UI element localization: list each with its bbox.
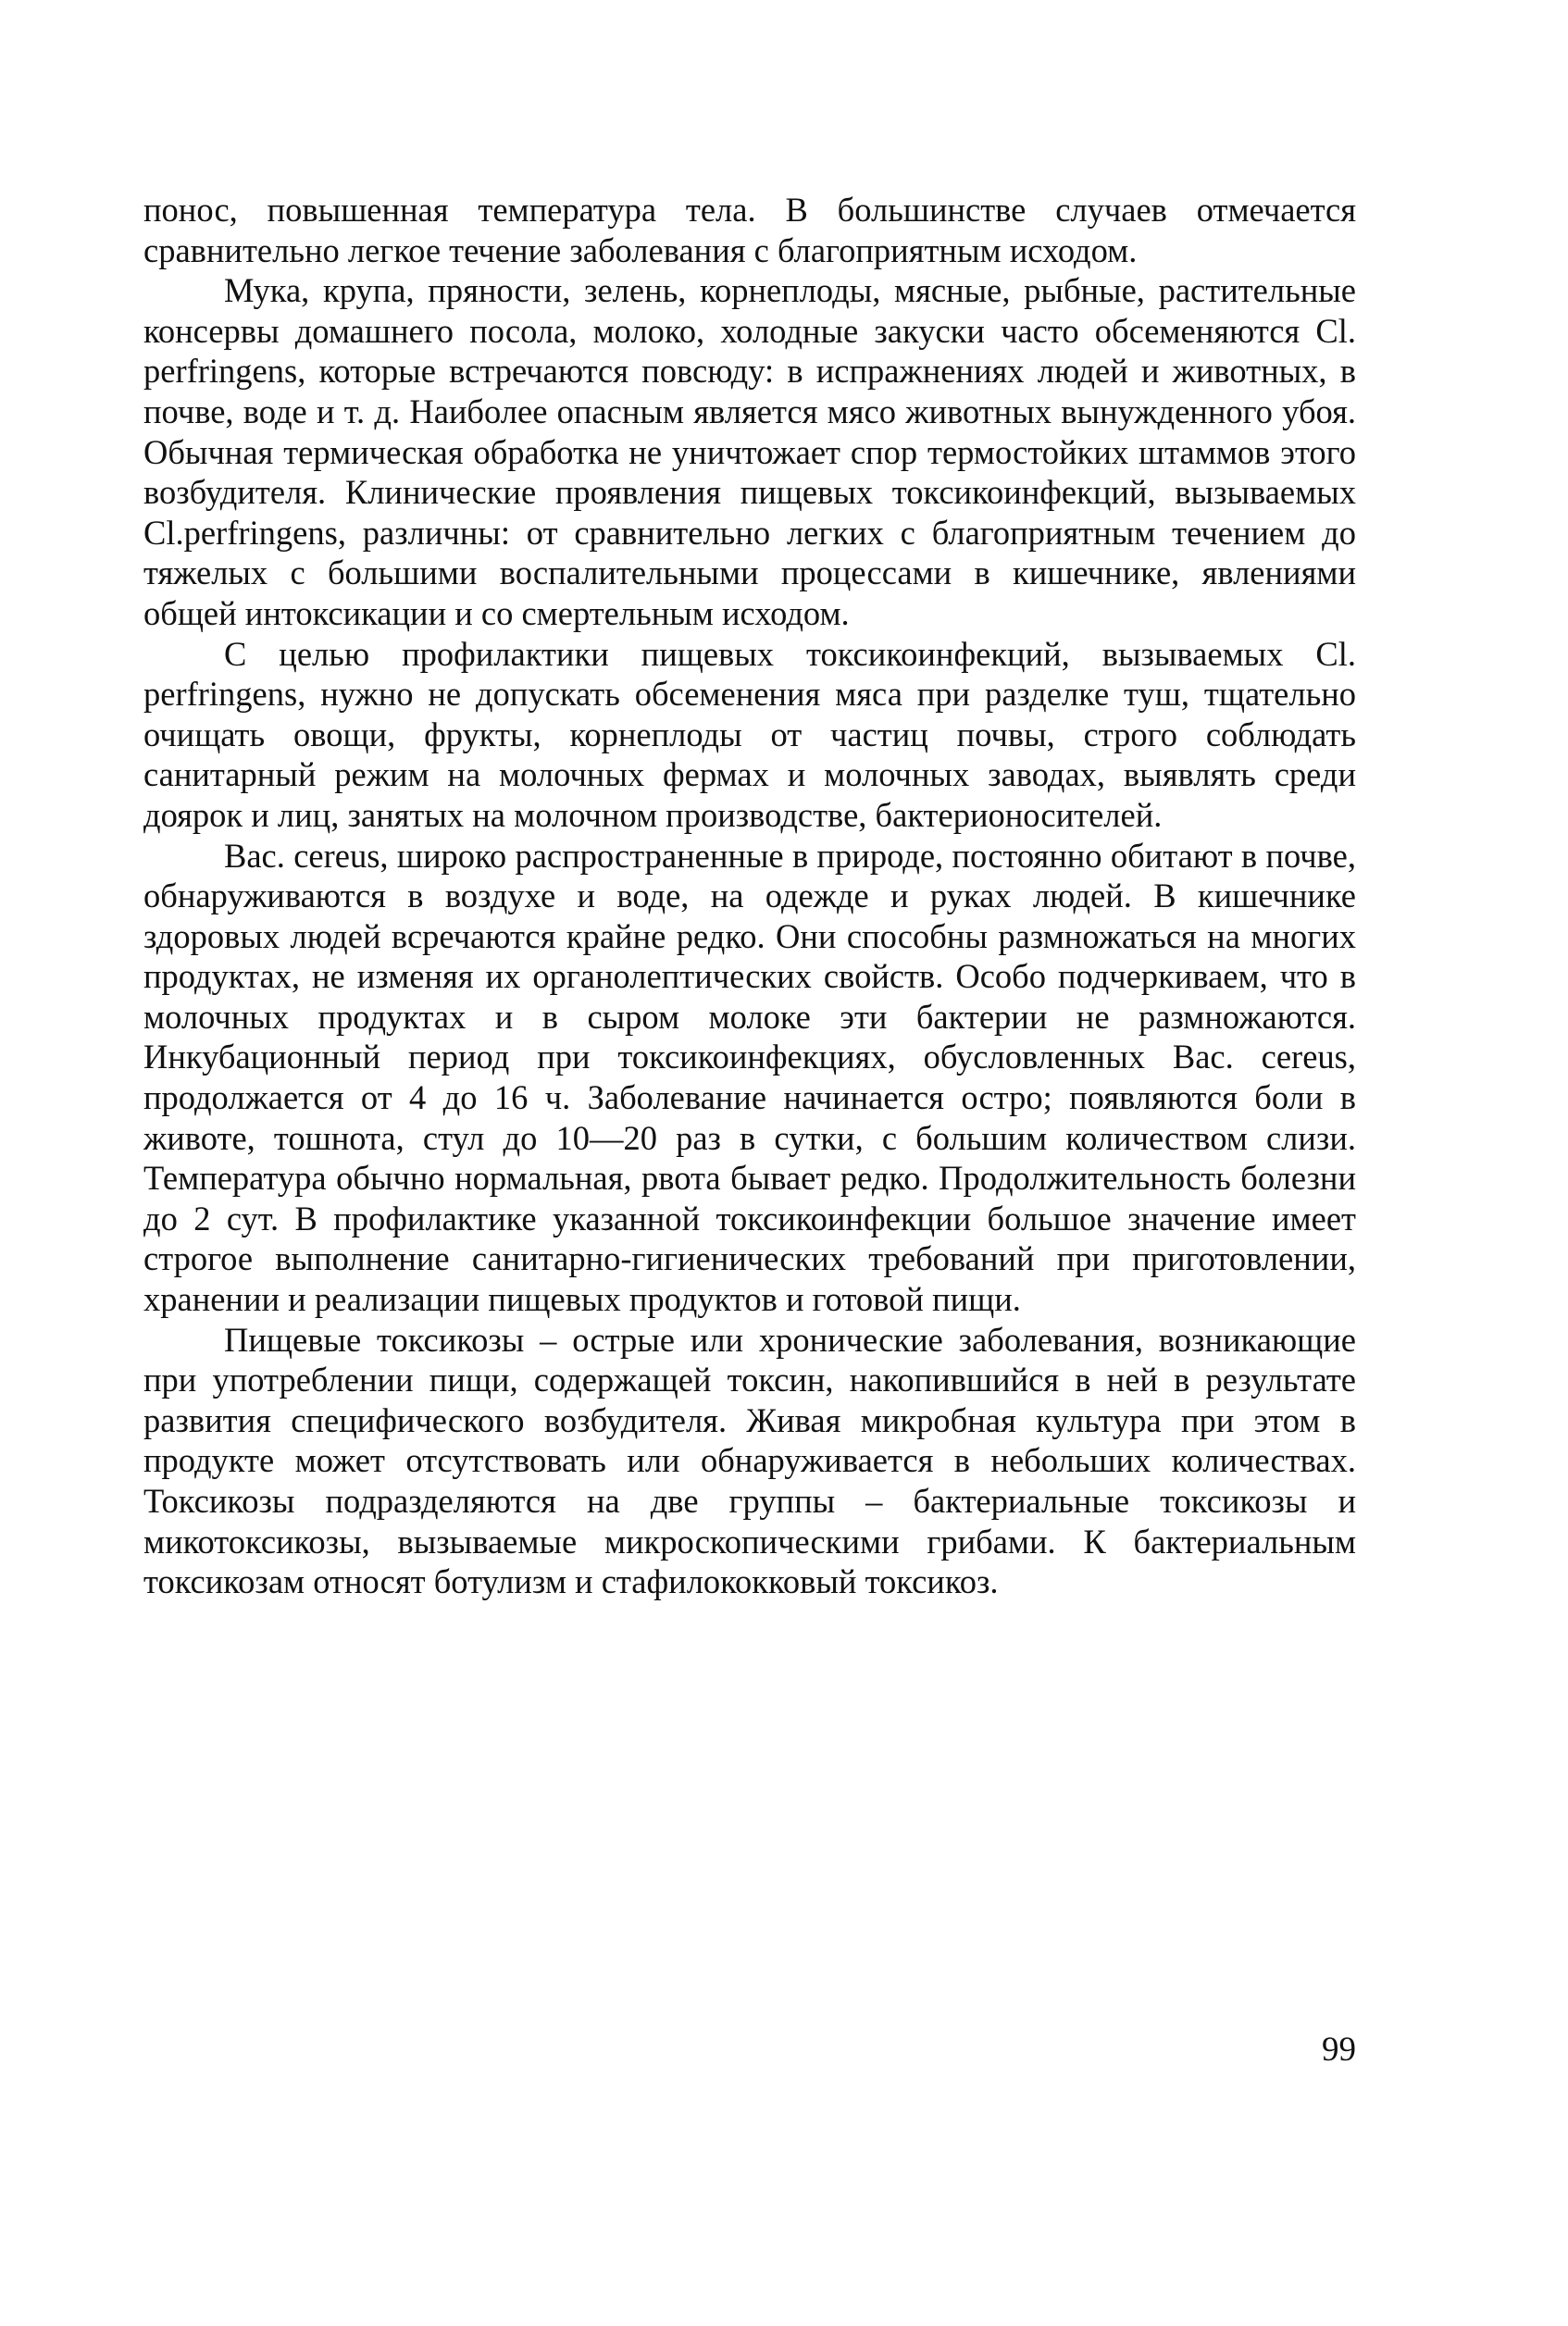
- page-number: 99: [1322, 2031, 1356, 2069]
- paragraph-food-toxicoses: Пищевые токсикозы – острые или хронические заболевания, возникающие при употреблении пищи, содержащей токсин, накопившийся в ней в результате развития специфического возбудителя. Живая микробная культура при этом в продукте может отсутствовать или обнаруживается в небольших количествах. Токсикозы подразделяются на две группы – бактериальные токсикозы и микотоксикозы, вызываемые микроскопическими грибами. К бактериальным токсикозам относят ботулизм и стафилококковый токсикоз.: [143, 1320, 1356, 1601]
- body-text: [143, 190, 1356, 1602]
- paragraph-clostridium-prevention: С целью профилактики пищевых токсикоинфекций, вызываемых Cl. perfringens, нужно не допускать обсеменения мяса при разделке туш, тщательно очищать овощи, фрукты, корнеплоды от частиц почвы, строго соблюдать санитарный режим на молочных фермах и молочных заводах, выявлять среди доярок и лиц, занятых на молочном производстве, бактерионосителей.: [143, 634, 1356, 834]
- paragraph-continuation: понос, повышенная температура тела. В большинстве случаев отмечается сравнительно легкое течение заболевания с благоприятным исходом.: [143, 191, 1356, 269]
- paragraph-clostridium-sources: Мука, крупа, пряности, зелень, корнеплоды, мясные, рыбные, растительные консервы домашнего посола, молоко, холодные закуски часто обсеменяются Cl. perfringens, которые встречаются повсюду: в испражнениях людей и животных, в почве, воде и т. д. Наиболее опасным является мясо животных вынужденного убоя. Обычная термическая обработка не уничтожает спор термостойких штаммов этого возбудителя. Клинические проявления пищевых токсикоинфекций, вызываемых Cl.perfringens, различны: от сравнительно легких с благоприятным течением до тяжелых с большими воспалительными процессами в кишечнике, явлениями общей интоксикации и со смертельным исходом.: [143, 271, 1356, 632]
- paragraph-bacillus-cereus: Bac. cereus, широко распространенные в природе, постоянно обитают в почве, обнаруживаются в воздухе и воде, на одежде и руках людей. В кишечнике здоровых людей всречаются крайне редко. Они способны размножаться на многих продуктах, не изменяя их органолептических свойств. Особо подчеркиваем, что в молочных продуктах и в сыром молоке эти бактерии не размножаются. Инкубационный период при токсикоинфекциях, обусловленных Bac. cereus, продолжается от 4 до 16 ч. Заболевание начинается остро; появляются боли в животе, тошнота, стул до 10—20 раз в сутки, с большим количеством слизи. Температура обычно нормальная, рвота бывает редко. Продолжительность болезни до 2 сут. В профилактике указанной токсикоинфекции большое значение имеет строгое выполнение санитарно-гигиенических требований при приготовлении, хранении и реализации пищевых продуктов и готовой пищи.: [143, 836, 1356, 1319]
